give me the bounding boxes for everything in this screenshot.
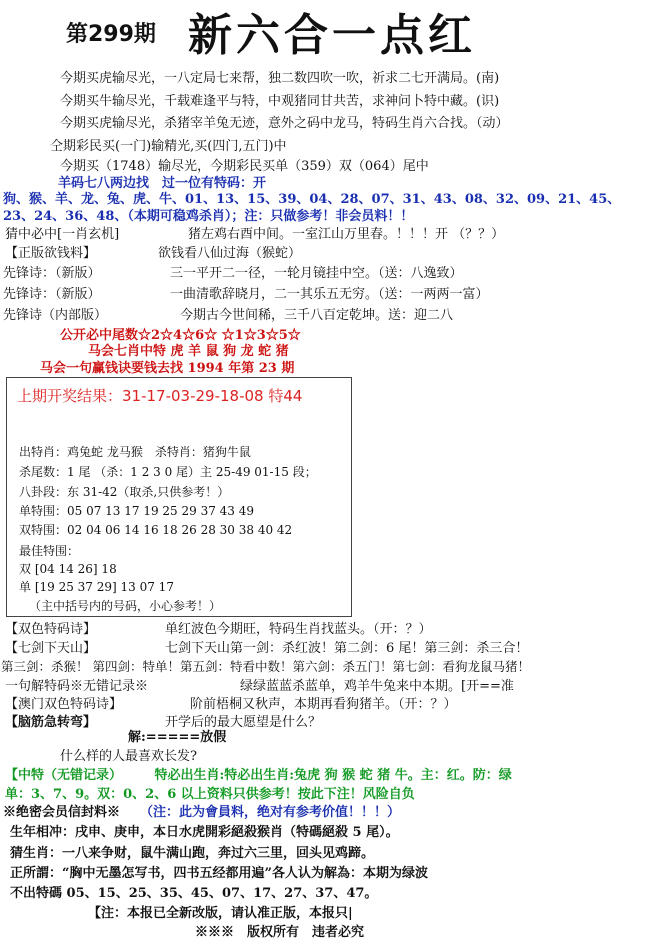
odd-range-line: 单特围：05 07 13 17 19 25 29 37 43 49 [19,504,255,518]
best-odd-line: 单 [19 25 37 29] 13 07 17 [19,580,174,594]
guess-zodiac: 猜生肖：一八来争财，鼠牛满山跑，奔过六三里，回头见鸡蹄。 [10,846,375,861]
sheep-hint: 羊码七八两边找 过一位有特码：开 [58,176,267,191]
riddle-turn-label: 【脑筋急转弯】 [5,715,97,730]
riddle-turn-q1: 开学后的最大愿望是什么？ [165,715,322,730]
macau-poem-text: 阶前梧桐又秋声，本期再看狗猪羊。（开：？） [190,697,457,712]
macau-poem-label: 【澳门双色特码诗】 [5,697,123,712]
conflict-line: 生年相冲：戌申、庚申，本日水虎開彩絕殺猴肖（特碼絕殺 5 尾）。 [10,825,399,840]
even-range-line: 双特围：02 04 06 14 16 18 26 28 30 38 40 42 [19,523,293,537]
poem-label-2: 先锋诗：（新版） [3,287,101,302]
poem-label-1: 先锋诗：（新版） [3,266,101,281]
color-poem-text: 单红波色今期旺，特码生肖找蓝头。（开：？） [165,622,432,637]
copyright: ※※※ 版权所有 违者必究 [195,925,365,940]
special-zodiac: 【中特（无错记录） 特必出生肖:特必出生肖:兔虎 狗 猴 蛇 猪 牛。主：红。防：绿 [5,768,512,783]
page-title: 新六合一点红 [188,10,476,61]
revision-note: 【注：本报已全新改版，请认准正版，本报只| [88,906,353,921]
one-phrase-label: 一句解特码※无错记录※ [5,679,149,694]
numbers-line-1: 狗、猴、羊、龙、兔、虎、牛、01、13、15、39、04、28、07、31、43、08、32、09、21、45、 [3,192,621,207]
best-even-line: 双 [04 14 26] 18 [19,562,117,576]
money-text: 欲钱看八仙过海（猴蛇） [158,246,302,261]
poem-line-2: 今期买牛输尽光，千载难逢平与特，中观猪同甘共苦，求神问卜特中藏。(识) [60,94,500,109]
swords-line: 第三剑：杀猴！ 第四剑：特单！第五剑：特看中数！第六剑：杀五门！第七剑：看狗龙鼠马猪！ [1,659,530,674]
zodiac-line: 出特肖：鸡兔蛇 龙马猴 杀特肖：猪狗牛鼠 [19,445,251,459]
saying-line: 正所謂：“胸中无墨怎写书，四书五经都用遍”各人认为解為：本期为绿波 [10,866,428,881]
last-draw-box [6,377,352,617]
winning-phrase: 马会一句赢钱诀要钱去找 1994 年第 23 期 [40,361,295,376]
color-poem-label: 【双色特码诗】 [5,622,97,637]
poem-label-3: 先锋诗（内部版） [3,308,108,323]
seven-swords-label: 【七剑下天山】 [5,641,97,656]
money-label: 【正版欲钱料】 [5,246,97,261]
door-line: 仝期彩民买(一门)输精光,买(四门,五门)中 [50,139,287,154]
riddle-text: 猪左鸡右酉中间。一室江山万里春。！！！开 （？？） [188,227,505,242]
excluded-numbers: 不出特碼 05、15、25、35、45、07、17、27、37、47。 [10,886,378,901]
odd-even-line: 单：3、7、9。双：0、2、6 以上资料只供参考！按此下注！风险自负 [5,787,415,802]
issue-number: 第299期 [66,22,156,47]
poem-text-3: 今期古今世间稀，三千八百定乾坤。送：迎二八 [180,308,454,323]
seven-zodiac: 马会七肖中特 虎 羊 鼠 狗 龙 蛇 猪 [88,344,289,359]
tail-line: 今期买（1748）输尽光，今期彩民买单（359）双（064）尾中 [60,159,429,174]
kill-tail-line: 杀尾数：1 尾 （杀：1 2 3 0 尾）主 25-49 01-15 段； [19,465,317,479]
numbers-line-2: 23、24、36、48、（本期可稳鸡杀肖）；注：只做参考！非会员料！！ [3,209,414,224]
poem-line-3: 今期买虎输尽光，杀猪宰羊兔无迹，意外之码中龙马，特码生肖六合找。（动） [60,116,509,131]
bracket-note: （主中括号内的号码，小心参考！） [29,599,222,613]
poem-text-2: 一曲清歌辞晓月，二一其乐五无穷。（送：一两两一富） [170,287,489,302]
bagua-line: 八卦段：东 31-42（取杀,只供参考！） [19,485,230,499]
riddle-turn-q2: 什么样的人最喜欢长发? [60,749,197,764]
last-draw-result: 上期开奖结果：31-17-03-29-18-08 特44 [17,387,303,405]
tail-numbers: 公开必中尾数☆2☆4☆6☆ ☆1☆3☆5☆ [60,328,301,343]
poem-text-1: 三一平开二一径，一轮月镜挂中空。（送：八逸致） [170,266,463,281]
member-label: ※绝密会员信封料※ [3,805,121,820]
member-note: （注：此为會員料，绝对有参考价值！！！） [140,805,401,820]
riddle-label: 猜中必中[一肖玄机] [5,227,120,242]
poem-line-1: 今期买虎输尽光，一八定局七来帮，独二数四吹一吹，祈求二七开满局。(南) [60,71,500,86]
one-phrase-text: 绿绿蓝蓝杀蓝单，鸡羊牛兔来中本期。[开==准 [240,679,514,694]
best-range-label: 最佳特围： [19,544,80,558]
seven-swords-text: 七剑下天山第一剑：杀红波！第二剑：6 尾！第三剑：杀三合！ [165,641,529,656]
riddle-turn-answer: 解:=====放假 [128,730,227,745]
